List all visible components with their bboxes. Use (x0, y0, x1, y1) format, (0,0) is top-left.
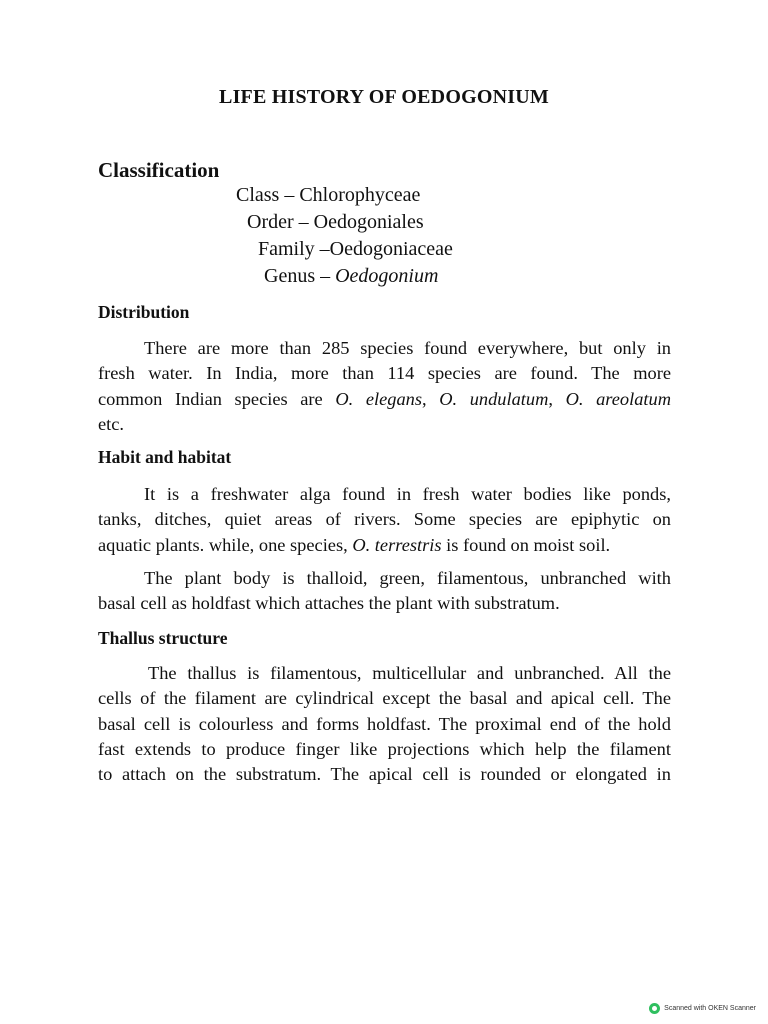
classification-class: Class – Chlorophyceae (236, 184, 421, 206)
scanner-watermark (649, 1003, 756, 1014)
distribution-line3-prefix: common Indian species are (98, 388, 336, 409)
classification-heading: Classification (98, 158, 220, 182)
genus-name: Oedogonium (335, 265, 439, 287)
species-o-elegans: O. elegans (335, 388, 422, 409)
habit-line (98, 533, 671, 558)
habit-line: It is a freshwater alga found in fresh water bodies like ponds, (144, 484, 671, 504)
distribution-line: fresh water. In India, more than 114 species are found. The more (98, 363, 671, 384)
thallus-line: cells of the filament are cylindrical except the basal and apical cell. The (98, 688, 671, 709)
habit-heading: Habit and habitat (98, 447, 232, 467)
habit-line3-prefix: aquatic plants. while, one species, (98, 534, 353, 555)
distribution-line (98, 387, 671, 412)
oken-scanner-logo-icon (649, 1003, 660, 1014)
species-o-areolatum: O. areolatum (565, 388, 672, 409)
distribution-line: etc. (98, 413, 125, 434)
habit-paragraph-2 (98, 566, 671, 617)
genus-label: Genus – (264, 265, 336, 287)
habit-paragraph-1 (98, 482, 671, 558)
scanner-text: Scanned with OKEN Scanner (664, 1005, 756, 1012)
thallus-line: fast extends to produce finger like projections which help the filament (98, 738, 671, 759)
thallus-heading: Thallus structure (98, 628, 228, 648)
distribution-paragraph (98, 336, 671, 437)
species-o-terrestris: O. terrestris (352, 534, 442, 555)
habit-line: basal cell as holdfast which attaches the plant with substratum. (98, 593, 560, 614)
habit-line: The plant body is thalloid, green, filamentous, unbranched with (144, 568, 671, 588)
habit-line: tanks, ditches, quiet areas of rivers. Some species are epiphytic on (98, 509, 671, 530)
separator: , (422, 388, 440, 409)
classification-family: Family –Oedogoniaceae (258, 238, 453, 260)
distribution-heading: Distribution (98, 302, 190, 322)
thallus-line: basal cell is colourless and forms holdfast. The proximal end of the hold (98, 713, 671, 734)
classification-order: Order – Oedogoniales (247, 211, 424, 233)
classification-genus (264, 265, 438, 288)
habit-line3-suffix: is found on moist soil. (441, 534, 611, 555)
thallus-line: The thallus is filamentous, multicellular and unbranched. All the (148, 663, 671, 683)
separator: , (548, 388, 566, 409)
distribution-line: There are more than 285 species found everywhere, but only in (144, 338, 671, 358)
page-title: LIFE HISTORY OF OEDOGONIUM (219, 86, 549, 108)
thallus-line: to attach on the substratum. The apical cell is rounded or elongated in (98, 764, 671, 785)
thallus-paragraph (98, 661, 671, 787)
species-o-undulatum: O. undulatum (439, 388, 549, 409)
